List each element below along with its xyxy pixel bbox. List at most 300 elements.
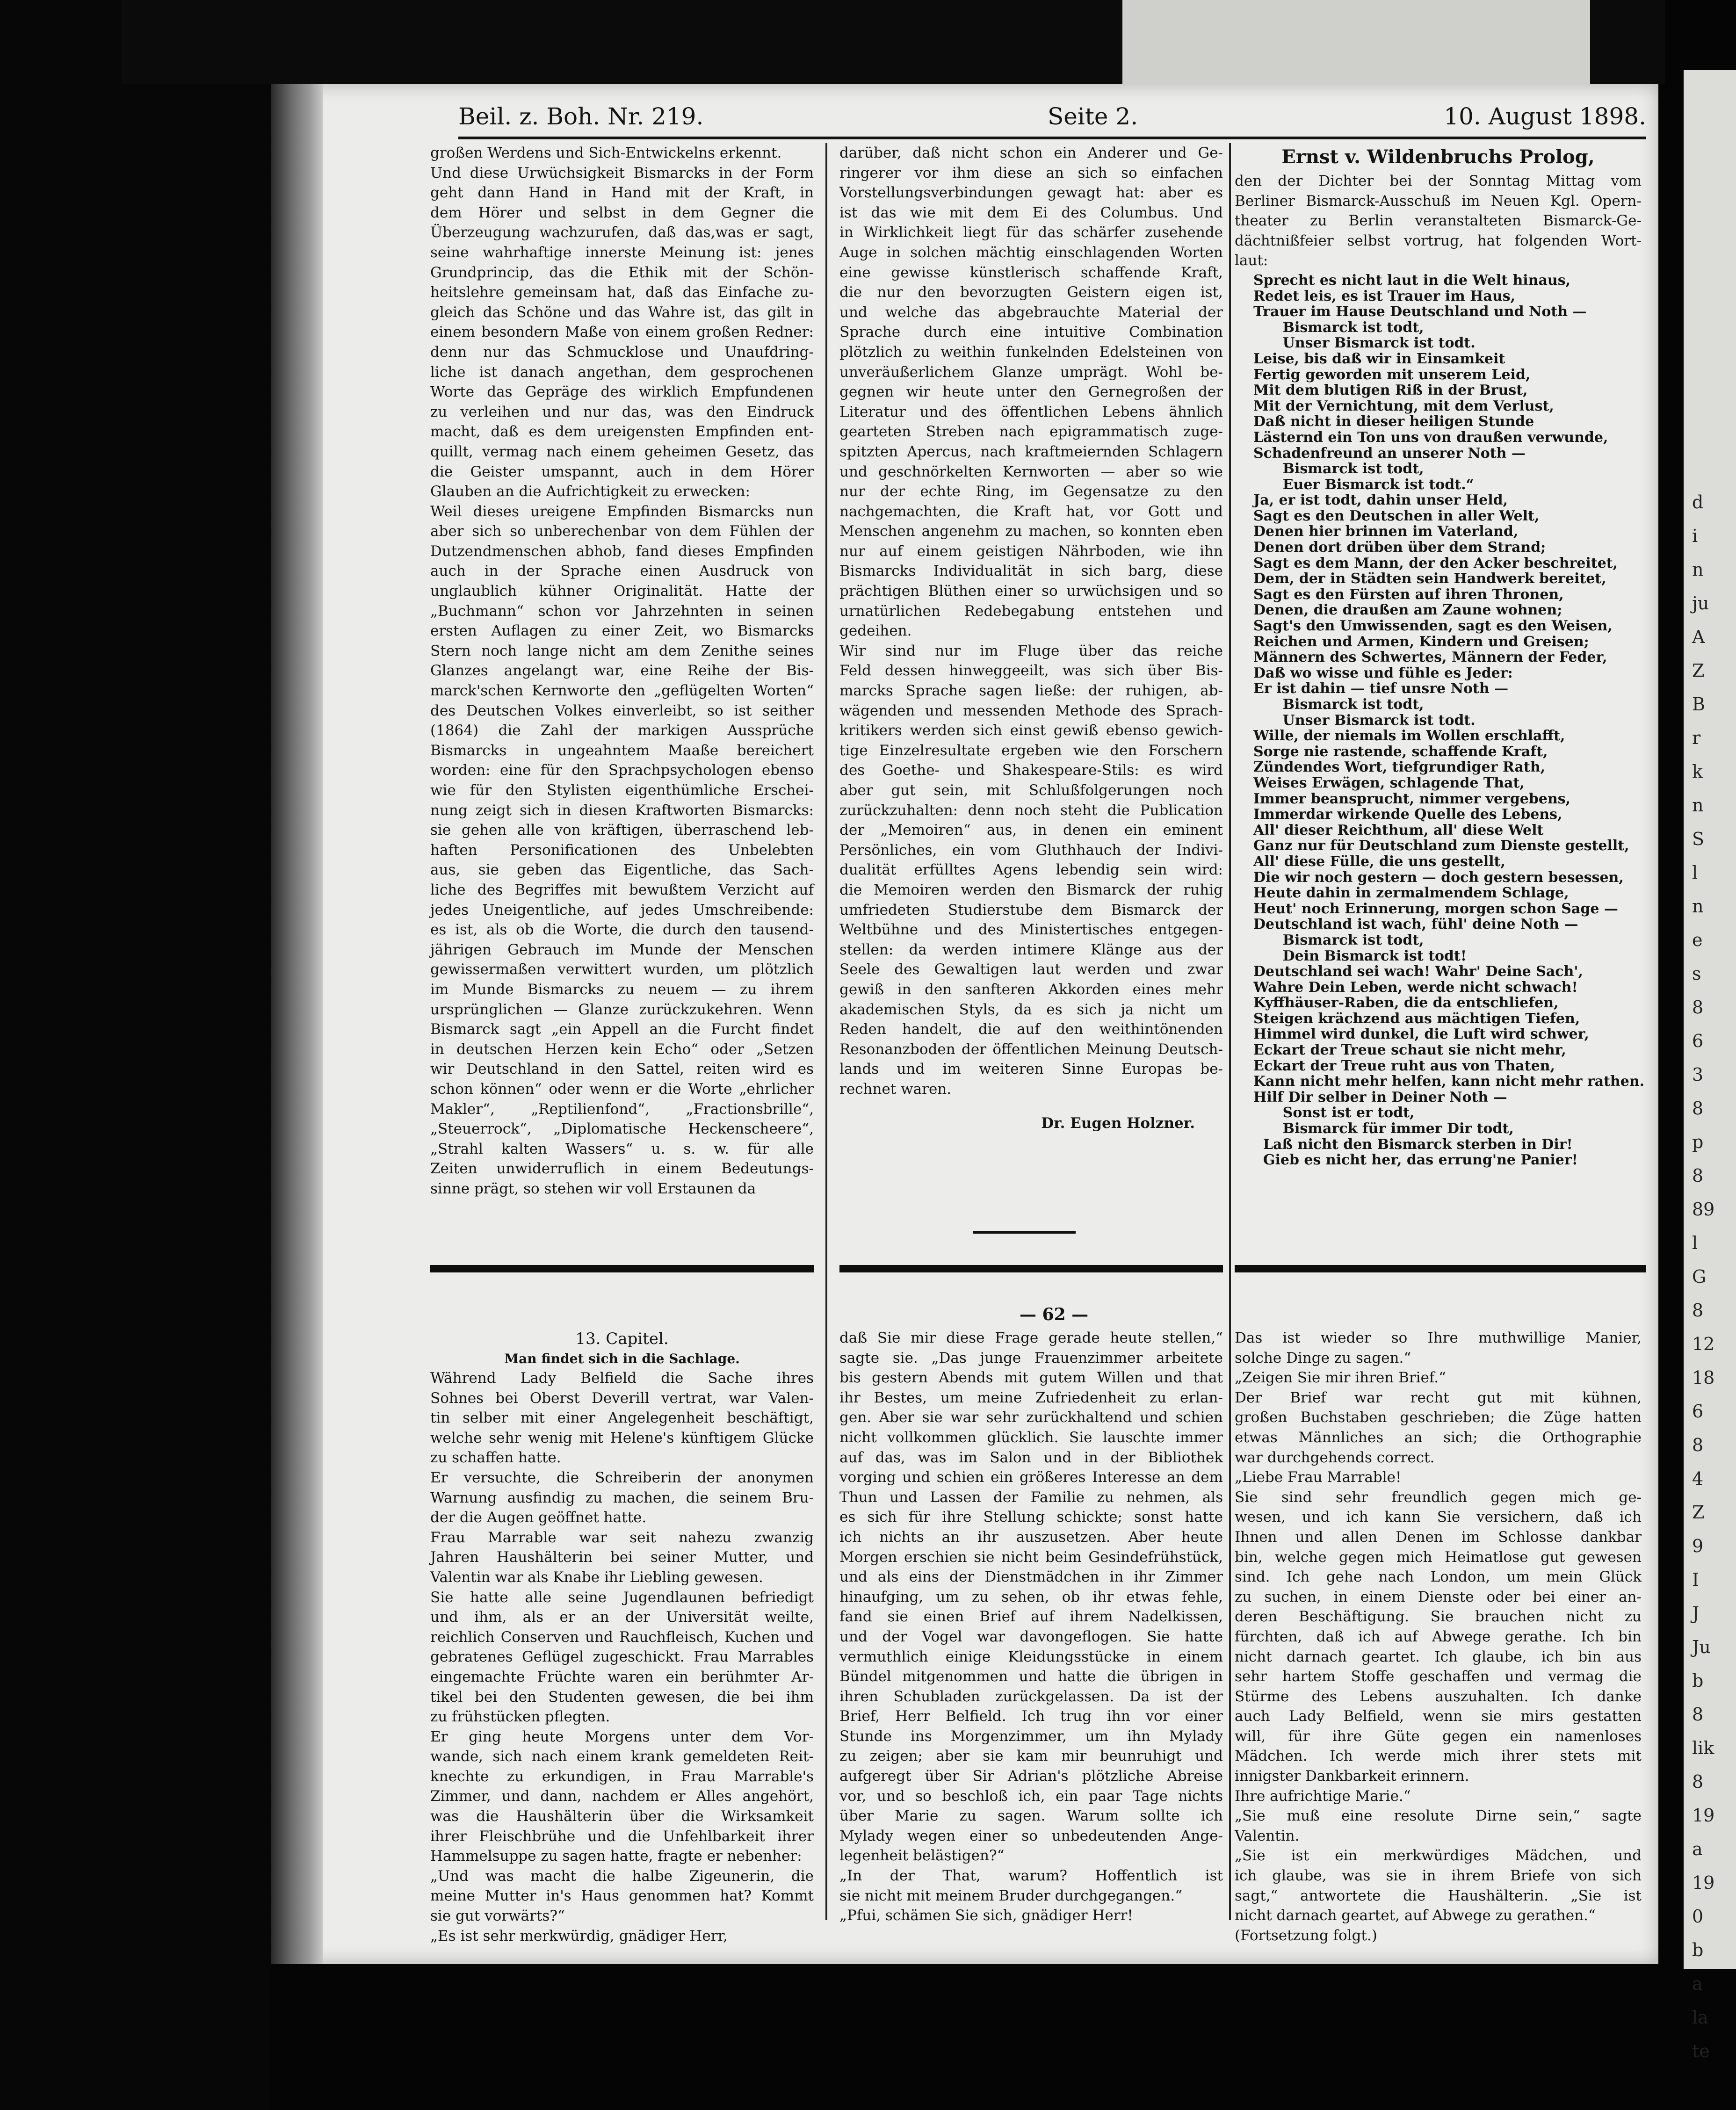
text-line: sehr hartem Stoffe geschaffen und vermag die <box>1235 1668 1642 1685</box>
poem-line: Ganz nur für Deutschland zum Dienste gestellt, <box>1253 838 1629 854</box>
text-line: zu zeigen; aber sie kam mir beunruhigt und <box>839 1748 1223 1765</box>
text-line: aber sich so unberechenbar von dem Fühlen der <box>430 523 814 540</box>
text-line: marcks Sprache sagen ließe: der ruhigen, ab- <box>839 682 1223 700</box>
text-line: des Goethe- und Shakespeare-Stils: es wird <box>839 762 1223 779</box>
text-line: „Sie muß eine resolute Dirne sein,“ sagte <box>1235 1807 1642 1825</box>
text-line: einem besondern Maße von einem großen Redner: <box>430 324 814 341</box>
text-line: gebratenes Geflügel zugeschickt. Frau Marrables <box>430 1648 814 1666</box>
text-line: ihrer Fleischbrühe und die Unfehlbarkeit ihrer <box>430 1828 814 1845</box>
text-line: ringerer vor ihm diese an sich so einfachen <box>839 164 1223 181</box>
edge-fragment: 8 <box>1692 1300 1704 1321</box>
edge-fragment: 6 <box>1692 1031 1704 1051</box>
poem-line: Männern des Schwertes, Männern der Feder, <box>1253 649 1607 666</box>
edge-fragment: la <box>1692 2007 1708 2028</box>
text-line: Feld dessen hinweggeeilt, was sich über Bis- <box>839 662 1223 679</box>
poem-line: Immer beansprucht, nimmer vergebens, <box>1253 790 1571 807</box>
text-line: Weil dieses ureigene Empfinden Bismarcks nun <box>430 503 814 520</box>
text-line: kritikers werden sich einst gewiß ebenso gewich- <box>839 722 1223 739</box>
novel-column-3 <box>1235 1328 1642 1945</box>
header-date: 10. August 1898. <box>1444 103 1646 130</box>
edge-fragment: p <box>1692 1132 1704 1152</box>
text-line: prächtigen Blüthen einer so urwüchsigen und so <box>839 583 1223 600</box>
text-line: Wir sind nur im Fluge über das reiche <box>839 642 1223 659</box>
text-line: Mylady wegen einer so unbedeutenden Ange- <box>839 1827 1223 1844</box>
text-line: dächtnißfeier selbst vortrug, hat folgenden Wort- <box>1235 232 1642 249</box>
text-line: „Und was macht die halbe Zigeunerin, die <box>430 1867 814 1885</box>
text-line: auf das, was im Salon und in der Bibliothek <box>839 1449 1223 1466</box>
text-line: haften Personificationen des Unbelebten <box>430 841 814 859</box>
poem-line: Bismarck ist todt, <box>1253 319 1424 336</box>
text-line: nachgemachten, die Kraft hat, vor Gott und <box>839 503 1223 520</box>
edge-fragment: te <box>1692 2041 1710 2061</box>
poem-line: Bismarck ist todt, <box>1253 932 1424 948</box>
poem-line: Steigen krächzend aus mächtigen Tiefen, <box>1253 1010 1580 1027</box>
text-line: Während Lady Belfield die Sache ihres <box>430 1370 814 1387</box>
text-line: marck'schen Kernworte den „geflügelten Worten“ <box>430 682 814 700</box>
text-line: „Liebe Frau Marrable! <box>1235 1469 1402 1486</box>
newspaper-page <box>271 84 1658 1964</box>
text-line: nicht vollkommen glücklich. Sie lauschte immer <box>839 1429 1223 1446</box>
text-line: Stürme des Lebens auszuhalten. Ich danke <box>1235 1688 1642 1705</box>
poem-line: Sorge nie rastende, schaffende Kraft, <box>1253 743 1548 760</box>
text-line: Vorstellungsverbindungen gewagt hat: aber es <box>839 184 1223 202</box>
text-line: hinaufging, um zu sehen, ob ihr etwas fehle, <box>839 1588 1223 1605</box>
text-line: Valentin war als Knabe ihr Liebling gewesen. <box>430 1568 763 1586</box>
text-line: Ihre aufrichtige Marie.“ <box>1235 1787 1411 1805</box>
poem-line: Unser Bismarck ist todt. <box>1253 335 1476 352</box>
text-line: nicht darnach geartet. Ich glaube, ich bin aus <box>1235 1648 1642 1665</box>
edge-fragment: r <box>1692 728 1701 748</box>
edge-fragment: 19 <box>1692 1872 1715 1893</box>
text-line: wesen, und ich kann Sie versichern, daß ich <box>1235 1509 1642 1526</box>
text-line: sinne prägt, so stehen wir voll Erstaunen da <box>430 1180 756 1197</box>
text-line: dem Hörer und selbst in dem Gegner die <box>430 204 814 221</box>
text-line: ich nichts an ihr auszusetzen. Aber heute <box>839 1528 1223 1546</box>
text-line: und welche das abgebrauchte Material der <box>839 303 1223 321</box>
text-line: legenheit belästigen?“ <box>839 1847 1005 1864</box>
text-line: zurückzuhalten: denn noch steht die Publication <box>839 802 1223 819</box>
text-line: und als eins der Dienstmädchen in ihr Zimmer <box>839 1568 1223 1586</box>
column-divider <box>1229 143 1231 1920</box>
text-line: welche sehr wenig mit Helene's künftigem Glücke <box>430 1429 814 1446</box>
text-line: Zeiten unwiderruflich in einem Bedeutungs- <box>430 1160 814 1178</box>
edge-fragment: a <box>1692 1973 1703 1994</box>
text-line: Literatur und des öffentlichen Lebens ähnlich <box>839 403 1223 420</box>
text-line: sie nicht mit meinem Bruder durchgegangen.“ <box>839 1887 1183 1904</box>
poem-line: Kyffhäuser-Raben, die da entschliefen, <box>1253 995 1559 1012</box>
poem-line: Denen hier brinnen im Vaterland, <box>1253 523 1519 540</box>
text-line: Bismarcks Individualität in sich barg, diese <box>839 563 1223 580</box>
edge-fragment: s <box>1692 963 1701 984</box>
chapter-title: 13. Capitel. <box>575 1330 669 1348</box>
text-line: Glanzes angelangt war, eine Reihe der Bis- <box>430 662 814 679</box>
poem-line: Mit der Vernichtung, mit dem Verlust, <box>1253 397 1554 414</box>
text-line: vermuthlich einige Kleidungsstücke in einem <box>839 1648 1223 1665</box>
text-line: worden: eine für den Sprachpsychologen ebenso <box>430 762 814 779</box>
poem-line: Reichen und Armen, Kindern und Greisen; <box>1253 633 1589 650</box>
page-header <box>458 103 1646 136</box>
poem-line: Wille, der niemals im Wollen erschlafft, <box>1253 728 1565 744</box>
poem-line: Daß wo wisse und fühle es Jeder: <box>1253 665 1513 681</box>
text-line: Worte das Gepräge des wirklich Empfundenen <box>430 383 814 401</box>
edge-fragment: e <box>1692 930 1703 950</box>
poem-line: Eckart der Treue schaut sie nicht mehr, <box>1253 1042 1566 1059</box>
feuilleton-page-number: — 62 — <box>1020 1305 1089 1324</box>
poem-line: Sagt es den Deutschen in aller Welt, <box>1253 507 1540 524</box>
poem-line: Denen dort drüben über dem Strand; <box>1253 539 1546 556</box>
text-line: „Buchmann“ schon vor Jahrzehnten in seinen <box>430 602 814 620</box>
text-line: Warnung ausfindig zu machen, die seinem Bru- <box>430 1489 814 1506</box>
edge-fragment: ju <box>1692 593 1709 614</box>
text-line: Zimmer, und dann, nachdem er Alles angehört, <box>430 1788 814 1805</box>
text-line: daß Sie mir diese Frage gerade heute stellen,“ <box>839 1330 1223 1346</box>
text-line: es ist, als ob die Worte, die durch den tausend- <box>430 921 814 939</box>
edge-fragment: k <box>1692 761 1703 782</box>
poem-line: Kann nicht mehr helfen, kann nicht mehr rathen. <box>1253 1073 1645 1090</box>
text-line: Thun und Lassen der Familie zu nehmen, als <box>839 1489 1223 1506</box>
edge-fragment: 6 <box>1692 1401 1704 1422</box>
text-line: zu verleihen und nur das, was den Eindruck <box>430 403 814 420</box>
text-line: aufgeregt über Sir Adrian's plötzliche Abreise <box>839 1768 1223 1785</box>
text-line: Der Brief war recht gut mit kühnen, <box>1235 1389 1642 1406</box>
text-line: nur auf einem geistigen Nährboden, wie ihn <box>839 542 1223 560</box>
text-line: bin, welche gegen mich Heimatlose gut gewesen <box>1235 1548 1642 1566</box>
poem-line: Laß nicht den Bismarck sterben in Dir! <box>1253 1136 1573 1153</box>
article-signature: Dr. Eugen Holzner. <box>1041 1114 1195 1132</box>
text-line: liche ist danach angethan, dem gesprochenen <box>430 363 814 381</box>
edge-fragment: 18 <box>1692 1367 1715 1388</box>
text-line: „Steuerrock“, „Diplomatische Heckenscheere“, <box>430 1120 814 1138</box>
poem-line: Fertig geworden mit unserem Leid, <box>1253 366 1531 383</box>
edge-fragment: Z <box>1692 1502 1705 1523</box>
text-line: Brief, Herr Belfield. Ich trug ihn vor einer <box>839 1708 1223 1725</box>
edge-fragment: 8 <box>1692 1435 1704 1455</box>
poem-line: Lästernd ein Ton uns von draußen verwunde, <box>1253 429 1608 446</box>
text-line: Überzeugung wachzurufen, daß das,was er sagt, <box>430 224 814 241</box>
text-line: liche des Begriffes mit bewußtem Verzicht auf <box>430 881 814 898</box>
edge-fragment: b <box>1692 1940 1704 1960</box>
text-line: großen Buchstaben geschrieben; die Züge hatten <box>1235 1409 1642 1426</box>
poem-line: All' dieser Reichthum, all' diese Welt <box>1253 822 1544 838</box>
edge-fragment: 3 <box>1692 1064 1704 1085</box>
text-line: wie für den Stylisten eigenthümliche Erschei- <box>430 782 814 799</box>
text-line: über Marie zu sagen. Warum sollte ich <box>839 1807 1223 1825</box>
poem-line: Mit dem blutigen Riß in der Brust, <box>1253 382 1528 399</box>
text-line: akademischen Styls, da es sich ja nicht um <box>839 1001 1223 1018</box>
text-line: unglaublich kühner Originalität. Hatte der <box>430 583 814 600</box>
text-line: tikel bei den Studenten gewesen, die bei ihm <box>430 1688 814 1705</box>
text-line: auch in der Sprache einen Ausdruck von <box>430 563 814 580</box>
text-line: stellen: da werden intimere Klänge aus der <box>839 941 1223 958</box>
text-line: Persönliches, ein vom Gluthhauch der Indivi- <box>839 841 1223 859</box>
poem-line: All' diese Fülle, die uns gestellt, <box>1253 853 1505 870</box>
text-line: sind. Ich gehe nach London, um mein Glück <box>1235 1568 1642 1586</box>
text-line: solche Dinge zu sagen.“ <box>1235 1349 1411 1366</box>
text-line: Bismarcks in ungeahntem Maaße bereichert <box>430 742 814 759</box>
text-line: Auge in solchen mächtig einschlagenden Worten <box>839 244 1223 261</box>
poem-line: Zündendes Wort, tiefgrundiger Rath, <box>1253 759 1546 776</box>
text-line: und ihm, als er an der Universität weilte, <box>430 1609 814 1626</box>
poem-line: Euer Bismarck ist todt.“ <box>1253 476 1474 493</box>
text-line: gegnen wir heute unter den Gernegroßen der <box>839 383 1223 401</box>
text-line: Das ist wieder so Ihre muthwillige Manier, <box>1235 1330 1642 1346</box>
text-line: ihr Bestes, um meine Zufriedenheit zu erlan- <box>839 1389 1223 1406</box>
poem-line: Redet leis, es ist Trauer im Haus, <box>1253 288 1516 304</box>
poem-line: Schadenfreund an unserer Noth — <box>1253 445 1526 462</box>
text-line: sie gehen alle von kräftigen, überraschend leb- <box>430 822 814 839</box>
text-line: ihren Schubladen zurückgelassen. Da ist der <box>839 1688 1223 1705</box>
edge-fragment: b <box>1692 1670 1704 1691</box>
text-line: „In der That, warum? Hoffentlich ist <box>839 1867 1223 1885</box>
text-line: sagte sie. „Das junge Frauenzimmer arbeitete <box>839 1349 1223 1366</box>
text-line: Ihnen und allen Denen im Schlosse dankbar <box>1235 1528 1642 1546</box>
edge-fragment: S <box>1692 829 1705 849</box>
text-line: wir Deutschland in den Sattel, reiten wird es <box>430 1061 814 1078</box>
text-line: tige Einzelresultate ergeben wie den Forschern <box>839 742 1223 759</box>
text-line: großen Werdens und Sich-Entwickelns erkennt. <box>430 145 782 161</box>
text-line: nicht darnach geartet, auf Abwege zu gerathen.“ <box>1235 1907 1596 1924</box>
text-line: ist das wie mit dem Ei des Columbus. Und <box>839 204 1223 221</box>
edge-fragment: n <box>1692 559 1704 580</box>
text-line: gewiß in den sanfteren Akkorden eines mehr <box>839 981 1223 998</box>
text-line: eine gewisse künstlerisch schaffende Kraft, <box>839 264 1223 281</box>
text-line: des Deutschen Volkes einverleibt, so ist seither <box>430 702 814 719</box>
poem-line: Leise, bis daß wir in Einsamkeit <box>1253 350 1505 367</box>
text-line: eingemachte Früchte waren ein berühmter Ar- <box>430 1668 814 1685</box>
text-line: (Fortsetzung folgt.) <box>1235 1927 1377 1944</box>
text-line: „Es ist sehr merkwürdig, gnädiger Herr, <box>430 1927 728 1944</box>
prolog-poem <box>1235 272 1645 1169</box>
text-line: macht, daß es dem ureigensten Empfinden ent- <box>430 423 814 441</box>
text-line: gen. Aber sie war sehr zurückhaltend und schien <box>839 1409 1223 1426</box>
text-line: Weltbühne und des Ministertisches entgegen- <box>839 921 1223 939</box>
text-line: gleich das Schöne und das Wahre ist, das gilt in <box>430 303 814 321</box>
text-line: zu frühstücken pflegten. <box>430 1708 610 1726</box>
edge-fragment: 8 <box>1692 1704 1704 1725</box>
text-line: unveräußerlichem Glanze umprägt. Wohl be- <box>839 363 1223 381</box>
text-line: „Strahl kalten Wassers“ u. s. w. für alle <box>430 1140 814 1157</box>
poem-line: Er ist dahin — tief unsre Noth — <box>1253 680 1509 697</box>
text-line: „Zeigen Sie mir ihren Brief.“ <box>1235 1369 1446 1387</box>
text-line: lands und im weiteren Sinne Europas be- <box>839 1061 1223 1078</box>
poem-line: Weises Erwägen, schlagende That, <box>1253 774 1525 791</box>
text-line: (1864) die Zahl der markigen Aussprüche <box>430 722 814 739</box>
poem-line: Heut' noch Erinnerung, morgen schon Sage — <box>1253 900 1618 917</box>
text-line: was die Haushälterin über die Wirksamkeit <box>430 1808 814 1825</box>
text-line: Sohnes bei Oberst Deverill vertrat, war Valen- <box>430 1389 814 1407</box>
text-line: zu suchen, in einem Dienste oder bei einer an- <box>1235 1588 1642 1605</box>
header-issue: Beil. z. Boh. Nr. 219. <box>458 103 704 130</box>
text-line: plötzlich zu weithin funkelnden Edelsteinen von <box>839 343 1223 361</box>
text-line: auch Lady Belfield, wenn sie mirs gestatten <box>1235 1708 1642 1725</box>
edge-fragment: Ju <box>1692 1637 1711 1657</box>
poem-line: Die wir noch gestern — doch gestern besessen, <box>1253 869 1624 886</box>
text-line: der die Augen geöffnet hatte. <box>430 1509 647 1526</box>
text-line: Sie sind sehr freundlich gegen mich ge- <box>1235 1489 1642 1506</box>
text-line: es sich für ihre Stellung schickte; sonst hatte <box>839 1509 1223 1526</box>
article-column-1 <box>430 143 814 1199</box>
text-line: meine Mutter in's Haus genommen hat? Kommt <box>430 1887 814 1905</box>
edge-fragment: n <box>1692 896 1704 917</box>
text-line: ursprünglichen — Glanze zurückzukehren. Wenn <box>430 1001 814 1018</box>
text-line: jedes Uneigentliche, auf jedes Umschreibende: <box>430 901 814 918</box>
text-line: Berliner Bismarck-Ausschuß im Neuen Kgl. Opern- <box>1235 192 1642 210</box>
edge-fragment: 9 <box>1692 1536 1704 1556</box>
text-line: Valentin. <box>1235 1827 1300 1844</box>
text-line: Stern noch lange nicht am dem Zenithe seines <box>430 642 814 659</box>
text-line: darüber, daß nicht schon ein Anderer und Ge- <box>839 145 1223 161</box>
text-line: jährigen Gebrauch im Munde der Menschen <box>430 941 814 958</box>
edge-fragment: 19 <box>1692 1805 1715 1826</box>
text-line: Sprache durch eine intuitive Combination <box>839 324 1223 341</box>
text-line: die Memoiren werden den Bismarck der ruhig <box>839 881 1223 898</box>
poem-line: Sprecht es nicht laut in die Welt hinaus, <box>1253 272 1571 289</box>
poem-line: Unser Bismarck ist todt. <box>1253 712 1476 729</box>
text-line: Bündel mitgenommen und hatte die übrigen in <box>839 1668 1223 1685</box>
edge-fragment: G <box>1692 1266 1707 1287</box>
novel-column-2 <box>839 1328 1223 1926</box>
text-line: wande, sich nach einem krank gemeldeten Reit- <box>430 1748 814 1765</box>
column-divider <box>825 143 827 1920</box>
text-line: vor, und so beschloß ich, ein paar Tage nichts <box>839 1787 1223 1805</box>
text-line: knechte zu erkundigen, in Frau Marrable's <box>430 1768 814 1785</box>
poem-line: Gieb es nicht her, das errung'ne Panier! <box>1253 1152 1578 1169</box>
text-line: Und diese Urwüchsigkeit Bismarcks in der Form <box>430 164 814 181</box>
text-line: die nur den bevorzugten Geistern eigen ist, <box>839 284 1223 301</box>
poem-line: Bismarck für immer Dir todt, <box>1253 1120 1514 1137</box>
edge-fragment: 12 <box>1692 1334 1715 1354</box>
chapter-subtitle: Man findet sich in die Sachlage. <box>504 1351 740 1366</box>
text-line: denn nur das Schmucklose und Unaufdring- <box>430 343 814 361</box>
text-line: Glauben an die Aufrichtigkeit zu erwecken: <box>430 483 750 500</box>
edge-fragment: 0 <box>1692 1906 1704 1927</box>
text-line: Hammelsuppe zu sagen hatte, fragte er nebenher: <box>430 1848 802 1865</box>
poem-line: Dem, der in Städten sein Handwerk bereitet, <box>1253 571 1606 587</box>
prolog-intro <box>1235 171 1642 271</box>
novel-column-1 <box>430 1328 814 1946</box>
text-line: Er ging heute Morgens unter dem Vor- <box>430 1728 814 1745</box>
section-separator <box>430 1265 814 1272</box>
text-line: gewissermaßen verwittert wurden, um plötzlich <box>430 961 814 978</box>
header-page: Seite 2. <box>1048 103 1138 130</box>
book-spine-shadow <box>271 84 323 1964</box>
text-line: die Geister umspannt, auch in dem Hörer <box>430 463 814 480</box>
text-line: Bismarck sagt „ein Appell an die Furcht findet <box>430 1021 814 1038</box>
article-column-2 <box>839 143 1223 1133</box>
text-line: nung zeigt sich in diesen Kraftworten Bismarcks: <box>430 802 814 819</box>
poem-line: Sonst ist er todt, <box>1253 1105 1415 1121</box>
poem-line: Ja, er ist todt, dahin unser Held, <box>1253 492 1508 509</box>
text-line: in Wirklichkeit liegt für das schärfer zusehende <box>839 224 1223 241</box>
text-line: fand sie einen Brief auf ihrem Nadelkissen, <box>839 1608 1223 1626</box>
text-line: Seele des Gewaltigen laut werden und zwar <box>839 961 1223 978</box>
text-line: theater zu Berlin veranstalteten Bismarck-Ge- <box>1235 212 1642 230</box>
text-line: Dutzendmenschen abhob, fand dieses Empfinden <box>430 542 814 560</box>
text-line: „Sie ist ein merkwürdiges Mädchen, und <box>1235 1847 1642 1864</box>
edge-fragment: lik <box>1692 1738 1714 1758</box>
text-line: Grundprincip, das die Ethik mit der Schön- <box>430 264 814 281</box>
poem-line: Bismarck ist todt, <box>1253 461 1424 477</box>
poem-line: Hilf Dir selber in Deiner Noth — <box>1253 1089 1507 1106</box>
text-line: Stunde ins Morgenzimmer, um ihn Mylady <box>839 1727 1223 1745</box>
text-line: bis gestern Abends mit gutem Willen und that <box>839 1369 1223 1387</box>
text-line: innigster Dankbarkeit erinnern. <box>1235 1768 1469 1785</box>
text-line: urnatürlichen Redebegabung entstehen und <box>839 602 1223 620</box>
text-line: Mädchen. Ich werde mich ihrer stets mit <box>1235 1748 1642 1765</box>
text-line: ich glaube, was sie in ihrem Briefe von sich <box>1235 1867 1642 1885</box>
edge-fragment: 8 <box>1692 997 1704 1018</box>
text-line: deren Beschäftigung. Sie brauchen nicht zu <box>1235 1608 1642 1626</box>
text-line: Reden handelt, die auf den weithintönenden <box>839 1021 1223 1038</box>
text-line: zu schaffen hatte. <box>430 1449 561 1467</box>
edge-fragment: 89 <box>1692 1199 1715 1220</box>
text-line: umfriedeten Studierstube dem Bismarck der <box>839 901 1223 918</box>
header-rule <box>458 137 1646 139</box>
text-line: ersten Auflagen zu einer Zeit, wo Bismarcks <box>430 622 814 640</box>
poem-line: Denen, die draußen am Zaune wohnen; <box>1253 602 1562 619</box>
text-line: geht dann Hand in Hand mit der Kraft, in <box>430 184 814 202</box>
text-line: fürchten, daß ich auf Abwege gerathe. Ich bin <box>1235 1628 1642 1645</box>
text-line: will, für ihre Güte gegen ein namenloses <box>1235 1727 1642 1745</box>
edge-fragment: 8 <box>1692 1098 1704 1119</box>
text-line: im Munde Bismarcks zu neuem — zu ihrem <box>430 981 814 998</box>
text-line: aus, sie geben das Eigentliche, das Sach- <box>430 861 814 879</box>
text-line: sie gut vorwärts?“ <box>430 1908 565 1925</box>
text-line: und der Vogel war davongeflogen. Sie hatte <box>839 1628 1223 1645</box>
edge-fragment: 4 <box>1692 1468 1704 1489</box>
poem-line: Immerdar wirkende Quelle des Lebens, <box>1253 806 1562 823</box>
poem-line: Bismarck ist todt, <box>1253 696 1424 713</box>
poem-line: Dein Bismarck ist todt! <box>1253 947 1467 964</box>
article-end-rule <box>973 1231 1076 1234</box>
poem-line: Heute dahin in zermalmendem Schlage, <box>1253 885 1569 902</box>
prolog-column <box>1235 143 1645 1169</box>
edge-fragment: I <box>1692 1569 1700 1590</box>
text-line: reichlich Conserven und Rauchfleisch, Kuchen und <box>430 1628 814 1646</box>
text-line: seine wahrhaftige innerste Meinung ist: jenes <box>430 244 814 261</box>
text-line: war durchgehends correct. <box>1235 1449 1435 1466</box>
text-line: den der Dichter bei der Sonntag Mittag vom <box>1235 173 1642 189</box>
poem-line: Wahre Dein Leben, werde nicht schwach! <box>1253 979 1578 996</box>
poem-line: Sagt's den Umwissenden, sagt es den Weisen, <box>1253 618 1613 635</box>
edge-fragment: B <box>1692 694 1705 715</box>
section-separator <box>839 1265 1223 1272</box>
text-line: Sie hatte alle seine Jugendlaunen befriedigt <box>430 1589 814 1606</box>
edge-fragment: J <box>1692 1603 1700 1624</box>
text-line: wägenden und messenden Methode des Sprach- <box>839 702 1223 719</box>
text-line: Er versuchte, die Schreiberin der anonymen <box>430 1469 814 1486</box>
edge-fragment: l <box>1692 1233 1698 1253</box>
text-line: aber gut sein, mit Schlußfolgerungen noch <box>839 782 1223 799</box>
poem-line: Himmel wird dunkel, die Luft wird schwer, <box>1253 1026 1589 1043</box>
text-line: Menschen angenehm zu machen, so konnten eben <box>839 523 1223 540</box>
prolog-title: Ernst v. Wildenbruchs Prolog, <box>1281 146 1595 168</box>
text-line: Jahren Haushälterin bei seiner Mutter, und <box>430 1549 814 1566</box>
text-line: quillt, vermag nach einem geheimen Gesetz, das <box>430 443 814 460</box>
text-line: „Pfui, schämen Sie sich, gnädiger Herr! <box>839 1907 1133 1924</box>
text-line: etwas Männliches an sich; die Orthographie <box>1235 1429 1642 1446</box>
text-line: laut: <box>1235 252 1268 269</box>
text-line: Morgen erschien sie nicht beim Gesindefrühstück, <box>839 1548 1223 1566</box>
text-line: tin selber mit einer Angelegenheit beschäftigt, <box>430 1409 814 1427</box>
text-line: Resonanzboden der öffentlichen Meinung Deutsch- <box>839 1041 1223 1058</box>
text-line: heitslehre gemeinsam hat, daß das Einfache zu- <box>430 284 814 301</box>
text-line: nur der echte Ring, im Gegensatze zu den <box>839 483 1223 500</box>
text-line: Makler“, „Reptilienfond“, „Fractionsbrille“, <box>430 1100 814 1118</box>
adjacent-page-edge <box>1684 70 1736 2061</box>
text-line: Frau Marrable war seit nahezu zwanzig <box>430 1529 814 1546</box>
poem-line: Sagt es dem Mann, der den Acker beschreitet, <box>1253 555 1618 571</box>
